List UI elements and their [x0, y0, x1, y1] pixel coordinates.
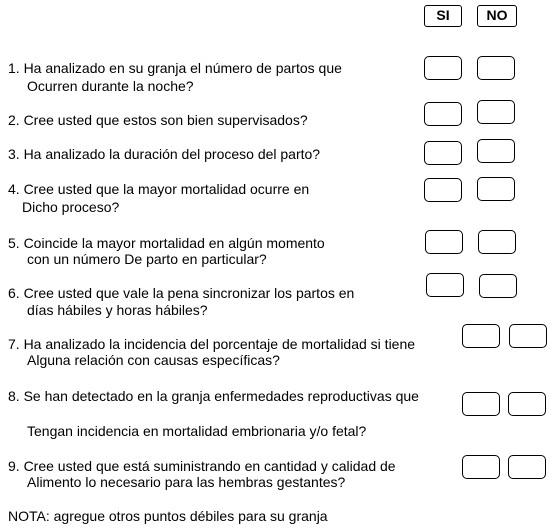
- question-1-line-2: Ocurren durante la noche?: [27, 78, 194, 94]
- question-8-no-checkbox[interactable]: [508, 392, 546, 416]
- question-6-line-2: días hábiles y horas hábiles?: [27, 302, 208, 318]
- question-3-no-checkbox[interactable]: [477, 139, 515, 163]
- question-9-line-1: 9. Cree usted que está suministrando en cantidad y calidad de: [8, 458, 396, 474]
- question-1-line-1: 1. Ha analizado en su granja el número de partos que: [8, 60, 342, 76]
- question-2-no-checkbox[interactable]: [477, 100, 515, 124]
- question-7-line-1: 7. Ha analizado la incidencia del porcentaje de mortalidad si tiene: [8, 336, 416, 352]
- question-5-no-checkbox[interactable]: [478, 230, 516, 254]
- question-1-no-checkbox[interactable]: [477, 56, 515, 80]
- question-7-no-checkbox[interactable]: [509, 324, 547, 348]
- question-2-line-1: 2. Cree usted que estos son bien supervisados?: [8, 112, 308, 128]
- footer-note: NOTA: agregue otros puntos débiles para su granja: [8, 508, 328, 524]
- si-column-header: SI: [424, 5, 462, 27]
- question-4-line-1: 4. Cree usted que la mayor mortalidad ocurre en: [8, 181, 310, 197]
- question-5-line-2: con un número De parto en particular?: [27, 251, 267, 267]
- question-2-si-checkbox[interactable]: [424, 102, 462, 126]
- question-4-no-checkbox[interactable]: [477, 177, 515, 201]
- question-7-line-2: Alguna relación con causas específicas?: [27, 352, 280, 368]
- question-4-si-checkbox[interactable]: [424, 178, 462, 202]
- question-9-no-checkbox[interactable]: [508, 455, 546, 479]
- question-3-si-checkbox[interactable]: [424, 141, 462, 165]
- question-7-si-checkbox[interactable]: [462, 324, 500, 348]
- no-column-header: NO: [477, 5, 517, 27]
- question-4-line-2: Dicho proceso?: [22, 199, 120, 215]
- question-5-line-1: 5. Coincide la mayor mortalidad en algún momento: [8, 235, 325, 251]
- question-8-line-1: 8. Se han detectado en la granja enfermedades reproductivas que: [8, 388, 419, 404]
- question-9-si-checkbox[interactable]: [462, 455, 500, 479]
- question-1-si-checkbox[interactable]: [424, 56, 462, 80]
- question-9-line-2: Alimento lo necesario para las hembras gestantes?: [27, 474, 346, 490]
- question-8-si-checkbox[interactable]: [462, 392, 500, 416]
- question-5-si-checkbox[interactable]: [425, 230, 463, 254]
- question-6-line-1: 6. Cree usted que vale la pena sincronizar los partos en: [8, 285, 355, 301]
- question-6-si-checkbox[interactable]: [426, 273, 464, 297]
- question-6-no-checkbox[interactable]: [479, 274, 517, 298]
- question-8-line-2: Tengan incidencia en mortalidad embrionaria y/o fetal?: [27, 423, 367, 439]
- question-3-line-1: 3. Ha analizado la duración del proceso del parto?: [8, 146, 321, 162]
